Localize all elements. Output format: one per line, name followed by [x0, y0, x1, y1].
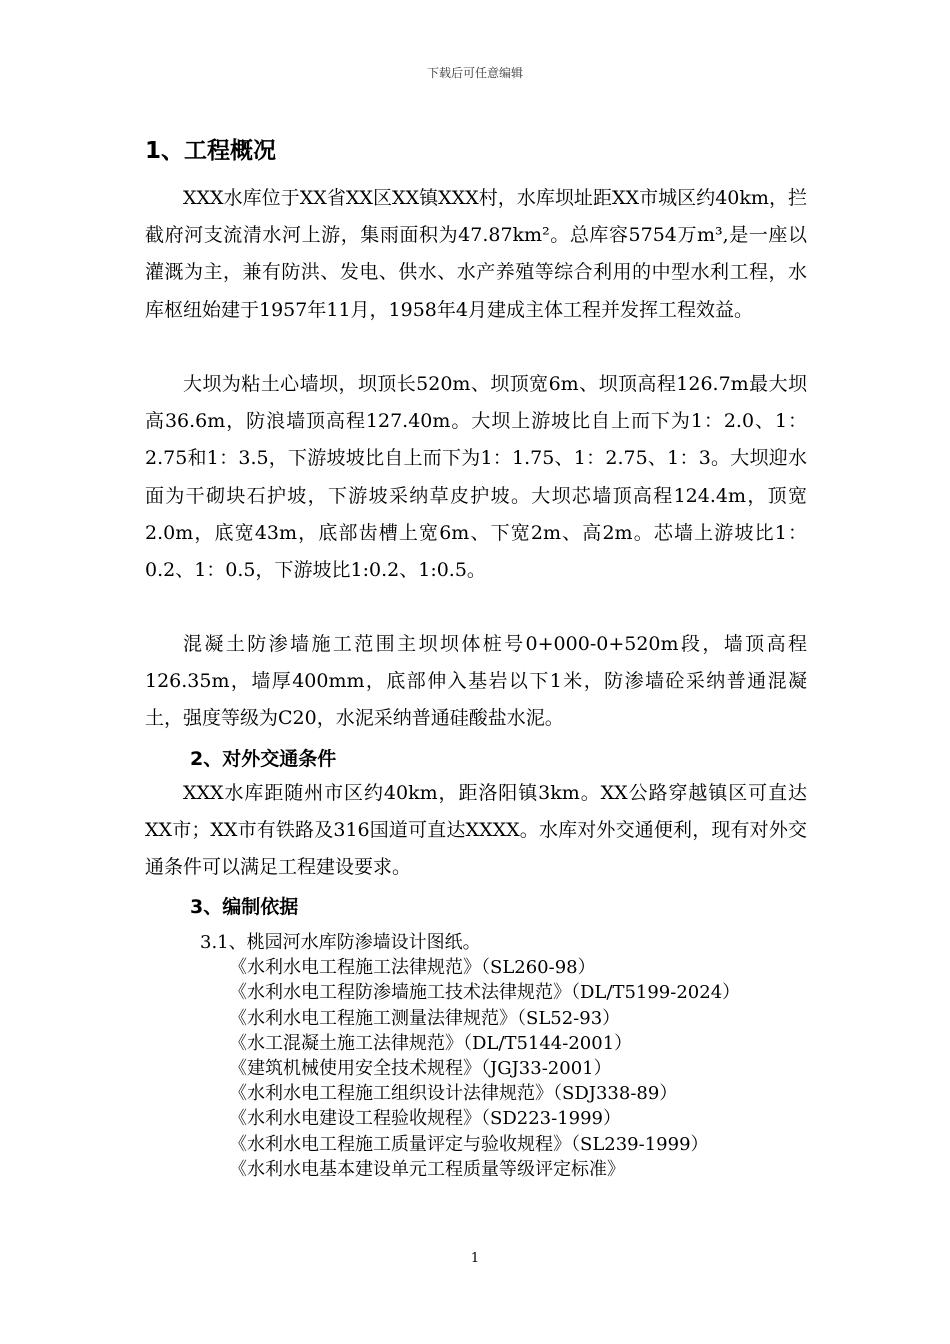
- paragraph-reservoir-location: XXX水库位于XX省XX区XX镇XXX村，水库坝址距XX市城区约40km，拦截府河支流清水河上游，集雨面积为47.87km²。总库容5754万m³,是一座以灌溉为主，兼有防洪、发电、供水、水产养殖等综合利用的中型水利工程，水库枢纽始建于1957年11月，1958年4月建成主体工程并发挥工程效益。: [145, 187, 807, 321]
- reference-item: 《水利水电工程施工测量法律规范》（SL52-93）: [229, 1007, 621, 1029]
- reference-item-design-drawings: 3.1、桃园河水库防渗墙设计图纸。: [200, 932, 481, 953]
- reference-item: 《水利水电基本建设单元工程质量等级评定标准》: [229, 1158, 625, 1180]
- reference-item: 《水利水电工程施工质量评定与验收规程》（SL239-1999）: [229, 1133, 709, 1155]
- reference-item: 《水利水电建设工程验收规程》（SD223-1999）: [229, 1108, 622, 1130]
- page-number: 1: [470, 1251, 480, 1266]
- reference-list: [145, 930, 807, 1182]
- paragraph-transport-conditions: XXX水库距随州市区约40km，距洛阳镇3km。XX公路穿越镇区可直达XX市；XX市有铁路及316国道可直达XXXX。水库对外交通便利，现有对外交通条件可以满足工程建设要求。: [145, 782, 807, 879]
- reference-item: 《水利水电工程防渗墙施工技术法律规范》（DL/T5199-2024）: [229, 982, 741, 1004]
- section-title-basis: 3、编制依据: [190, 896, 299, 918]
- section-title-overview: 1、工程概况: [145, 138, 277, 164]
- reference-item: 《水利水电工程施工法律规范》（SL260-98）: [229, 957, 596, 979]
- paragraph-dam-structure: 大坝为粘土心墙坝，坝顶长520m、坝顶宽6m、坝顶高程126.7m最大坝高36.6m，防浪墙顶高程127.40m。大坝上游坡比自上而下为1：2.0、1：2.75和1：3.5，下游坡坡比自上而下为1：1.75、1：2.75、1：3。大坝迎水面为干砌块石护坡，下游坡采纳草皮护坡。大坝芯墙顶高程124.4m，顶宽2.0m，底宽43m，底部齿槽上宽6m、下宽2m、高2m。芯墙上游坡比1：0.2、1：0.5，下游坡比1:0.2、1:0.5。: [145, 373, 807, 582]
- paragraph-cutoff-wall-scope: 混凝土防渗墙施工范围主坝坝体桩号0+000-0+520m段，墙顶高程126.35m，墙厚400mm，底部伸入基岩以下1米，防渗墙砼采纳普通混凝土，强度等级为C20，水泥采纳普通硅酸盐水泥。: [145, 633, 807, 730]
- reference-item: 《建筑机械使用安全技术规程》（JGJ33-2001）: [229, 1058, 612, 1080]
- section-title-transport: 2、对外交通条件: [190, 748, 337, 770]
- page-header-note: 下载后可任意编辑: [426, 66, 523, 80]
- reference-item: 《水利水电工程施工组织设计法律规范》（SDJ338-89）: [229, 1083, 678, 1105]
- reference-item: 《水工混凝土施工法律规范》（DL/T5144-2001）: [229, 1032, 633, 1054]
